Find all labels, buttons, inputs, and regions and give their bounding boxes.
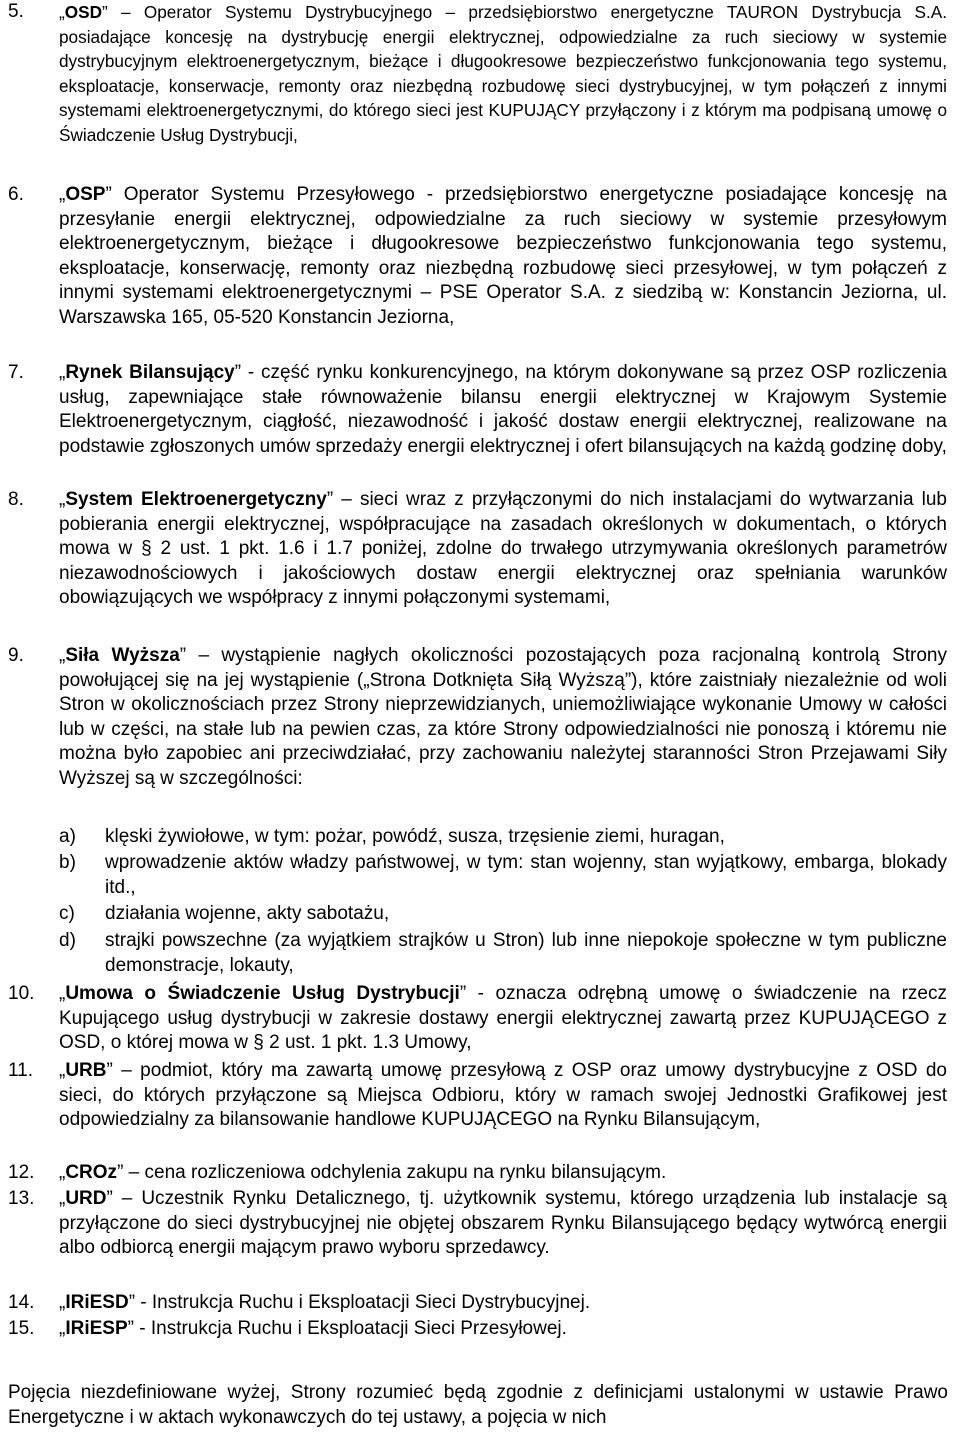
item-number: 8. (8, 489, 24, 510)
defined-term: Umowa o Świadczenie Usług Dystrybucji (65, 983, 460, 1004)
definition-text: „URD” – Uczestnik Rynku Detalicznego, tj. użytkownik systemu, którego urządzenia lub instalacje są przyłączone do sieci dystrybucyjnej nie objętej obszarem Rynku Bilansującego będący wytwórcą energii albo odbiorcą energii mającym prawo wyboru sprzedawcy. (59, 1188, 947, 1259)
definition-text: „Siła Wyższa” – wystąpienie nagłych okoliczności pozostających poza racjonalną kontrolą Strony powołującej się na jej wystąpienie („Strona Dotknięta Siłą Wyższą”), które zaistniały niezależnie od woli Stron w okolicznościach przez Strony nieprzewidzianych, uniemożliwiające wykonanie Umowy w całości lub w części, na stałe lub na pewien czas, za które Strony odpowiedzialności nie ponoszą i któremu nie można było zapobiec ani przeciwdziałać, przy zachowaniu należytej staranności Stron Przejawami Siły Wyższej są w szczególności: (59, 645, 947, 789)
defined-term: URD (65, 1188, 107, 1209)
definition-text: „IRiESP” - Instrukcja Ruchu i Eksploatacji Sieci Przesyłowej. (59, 1318, 567, 1339)
defined-term: Siła Wyższa (65, 645, 180, 666)
item-number: 10. (8, 983, 35, 1004)
definition-text: „Rynek Bilansujący” - część rynku konkurencyjnego, na którym dokonywane są przez OSP rozliczenia usług, zapewniające stałe równoważenie bilansu energii elektrycznej w Krajowym Systemie Elektroenergetycznym, ciągłość, niezawodność i jakość dostaw energii elektrycznej, realizowane na podstawie zgłoszonych umów sprzedaży energii elektrycznej i ofert bilansujących na każdą godzinę doby, (59, 362, 947, 457)
sub-item-label: b) (59, 852, 76, 873)
definition-text: „IRiESD” - Instrukcja Ruchu i Eksploatacji Sieci Dystrybucyjnej. (59, 1292, 591, 1313)
definition-text: „OSP” Operator Systemu Przesyłowego - przedsiębiorstwo energetyczne posiadające koncesję na przesyłanie energii elektrycznej, odpowiedzialne za ruch sieciowy w systemie przesyłowym elektroenergetycznym, bieżące i długookresowe bezpieczeństwo funkcjonowania tego systemu, eksploatacje, konserwację, remonty oraz niezbędną rozbudowę sieci przesyłowej, w tym połączeń z innymi systemami elektroenergetycznymi – PSE Operator S.A. z siedzibą w: Konstancin Jeziorna, ul. Warszawska 165, 05-520 Konstancin Jeziorna, (59, 184, 947, 328)
sub-item-text: wprowadzenie aktów władzy państwowej, w tym: stan wojenny, stan wyjątkowy, embarga, blokady itd., (105, 852, 947, 898)
sub-item-label: c) (59, 903, 75, 924)
defined-term: Rynek Bilansujący (65, 362, 235, 383)
sub-item-text: klęski żywiołowe, w tym: pożar, powódź, susza, trzęsienie ziemi, huragan, (105, 826, 725, 847)
item-number: 15. (8, 1318, 35, 1339)
item-number: 5. (8, 1, 24, 22)
definition-text: „OSD” – Operator Systemu Dystrybucyjnego – przedsiębiorstwo energetyczne TAURON Dystrybucja S.A. posiadające koncesję na dystrybucję energii elektrycznej, odpowiedzialne za ruch sieciowy w systemie dystrybucyjnym elektroenergetycznym, bieżące i długookresowe bezpieczeństwo funkcjonowania tego systemu, eksploatacje, konserwacje, remonty oraz niezbędną rozbudowę sieci dystrybucyjnej, w tym połączeń z innymi systemami elektroenergetycznymi, do którego sieci jest KUPUJĄCY przyłączony i z którym ma podpisaną umowę o Świadczenie Usług Dystrybucji, (59, 2, 947, 145)
definition-text: „System Elektroenergetyczny” – sieci wraz z przyłączonymi do nich instalacjami do wytwarzania lub pobierania energii elektrycznej, współpracujące na zasadach określonych w dokumentach, o których mowa w § 2 ust. 1 pkt. 1.6 i 1.7 poniżej, zdolne do trwałego utrzymywania określonych parametrów niezawodnościowych i jakościowych dostaw energii elektrycznej oraz spełniania warunków obowiązujących we współpracy z innymi połączonymi systemami, (59, 489, 947, 609)
defined-term: IRiESP (65, 1318, 128, 1339)
item-number: 9. (8, 645, 24, 666)
item-number: 12. (8, 1162, 35, 1183)
sub-item-label: d) (59, 930, 76, 951)
definition-text: „CROz” – cena rozliczeniowa odchylenia zakupu na rynku bilansującym. (59, 1162, 667, 1183)
item-number: 14. (8, 1292, 35, 1313)
definition-text: „Umowa o Świadczenie Usług Dystrybucji” - oznacza odrębną umowę o świadczenie na rzecz Kupującego usług dystrybucji w zakresie dostawy energii elektrycznej zawartą przez KUPUJĄCEGO z OSD, o której mowa w § 2 ust. 1 pkt. 1.3 Umowy, (59, 983, 947, 1054)
defined-term: OSP (65, 184, 106, 205)
closing-paragraph: Pojęcia niezdefiniowane wyżej, Strony rozumieć będą zgodnie z definicjami ustalonymi w ustawie Prawo Energetyczne i w aktach wykonawczych do tej ustawy, a pojęcia w nich (8, 1382, 948, 1428)
defined-term: URB (65, 1060, 107, 1081)
item-number: 13. (8, 1188, 35, 1209)
item-number: 7. (8, 362, 24, 383)
definition-text: „URB” – podmiot, który ma zawartą umowę przesyłową z OSP oraz umowy dystrybucyjne z OSD do sieci, do których przyłączone są Miejsca Odbioru, który w ramach swojej Jednostki Grafikowej jest odpowiedzialny za bilansowanie handlowe KUPUJĄCEGO na Rynku Bilansującym, (59, 1060, 947, 1131)
defined-term: CROz (65, 1162, 118, 1183)
sub-item-text: działania wojenne, akty sabotażu, (105, 903, 390, 924)
defined-term: System Elektroenergetyczny (65, 489, 327, 510)
item-number: 6. (8, 184, 24, 205)
defined-term: IRiESD (65, 1292, 129, 1313)
defined-term: OSD (64, 2, 102, 22)
item-number: 11. (8, 1060, 34, 1081)
sub-item-label: a) (59, 826, 76, 847)
sub-item-text: strajki powszechne (za wyjątkiem strajków u Stron) lub inne niepokoje społeczne w tym publiczne demonstracje, lokauty, (105, 930, 947, 976)
